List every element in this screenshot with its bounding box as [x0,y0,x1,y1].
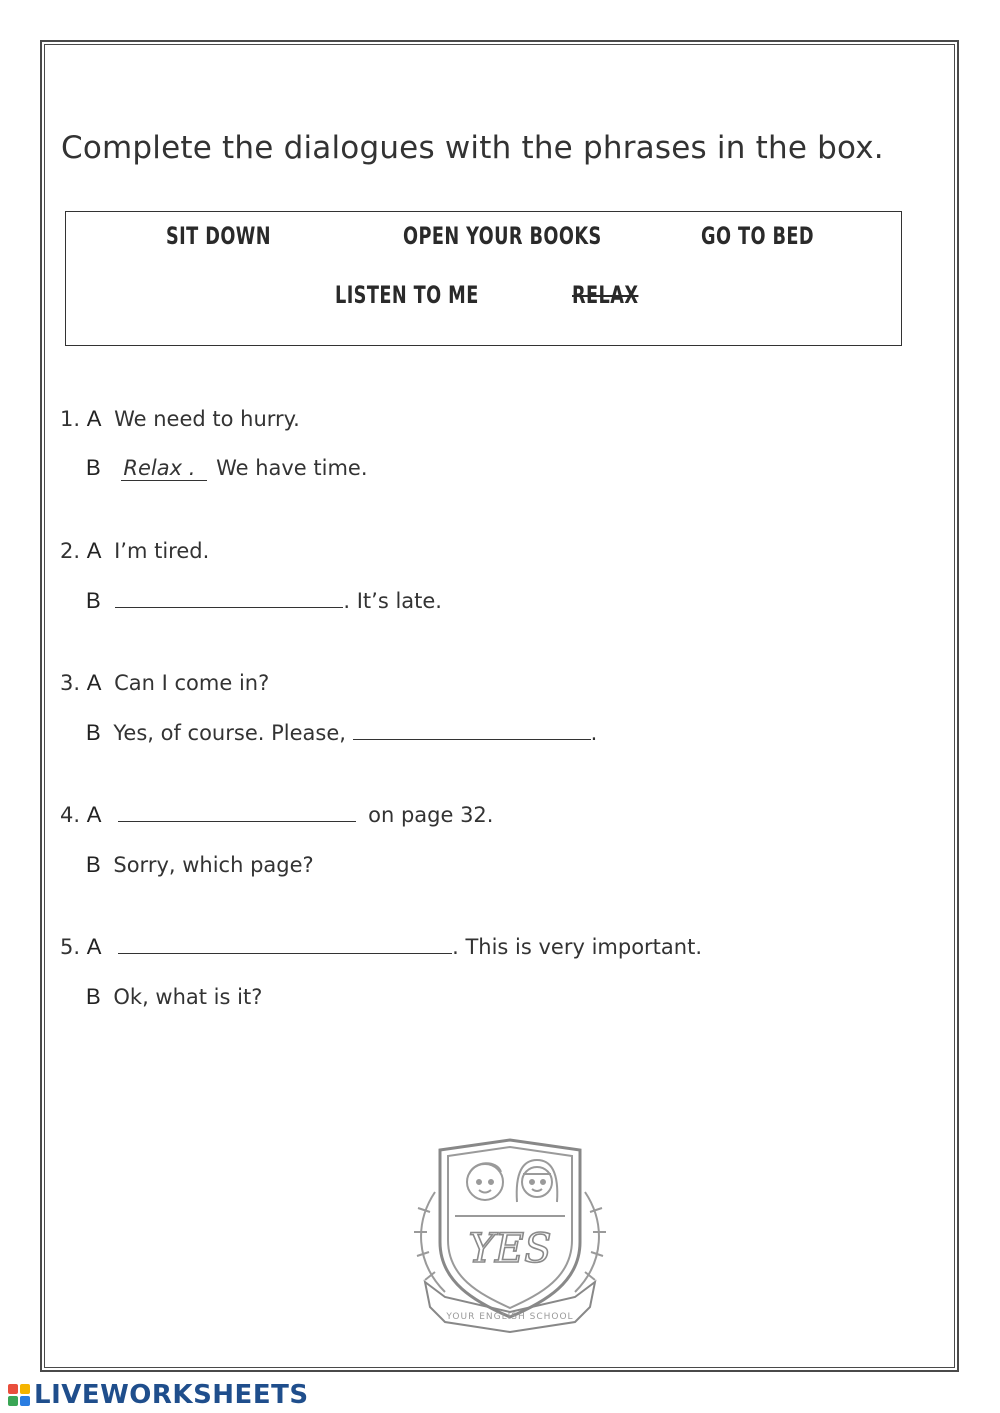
dialogue-text: We need to hurry. [114,407,300,431]
tile [20,1396,30,1406]
liveworksheets-tiles-icon [8,1384,30,1406]
phrase-go-to-bed: GO TO BED [701,222,815,250]
dialogue-text: I’m tired. [114,539,210,563]
speaker-a: A [86,802,102,827]
speaker-b: B [86,984,101,1009]
phrase-listen-to-me: LISTEN TO ME [335,281,479,309]
dialogue-1-line-a [60,406,300,432]
dialogue-text: . [590,721,598,745]
dialogue-text: Can I come in? [114,671,270,695]
phrase-sit-down: SIT DOWN [166,222,271,250]
dialogue-1-line-b [86,455,368,481]
logo-ribbon-text: YOUR ENGLISH SCHOOL [446,1312,574,1322]
dialogue-text: . It’s late. [343,589,442,613]
dialogue-2-line-b [86,588,442,614]
phrase-relax: RELAX [572,281,639,309]
dialogue-text: We have time. [216,456,368,480]
tile [20,1384,30,1394]
school-logo [405,1132,615,1337]
dialogue-text: Ok, what is it? [113,985,263,1009]
speaker-b: B [86,588,101,613]
answer-blank[interactable] [118,803,356,822]
answer-blank[interactable] [118,935,452,954]
tile [8,1384,18,1394]
dialogue-3-line-a [60,670,269,696]
dialogue-text: Yes, of course. Please, [113,721,353,745]
speaker-a: A [86,670,102,695]
dialogue-4-line-b [86,852,314,878]
dialogue-text: Sorry, which page? [113,853,314,877]
brand-name: LIVEWORKSHEETS [34,1380,309,1410]
speaker-b: B [86,720,101,745]
dialogue-number: 1. [60,407,81,431]
dialogue-5-line-a [60,934,702,960]
instruction-heading: Complete the dialogues with the phrases in the box. [61,130,884,166]
liveworksheets-logo[interactable] [8,1380,309,1410]
dialogue-number: 4. [60,803,81,827]
dialogue-number: 5. [60,935,81,959]
dialogue-2-line-a [60,538,209,564]
dialogue-5-line-b [86,984,262,1010]
tile [8,1396,18,1406]
dialogue-3-line-b [86,720,597,746]
answer-blank[interactable] [353,721,591,740]
speaker-b: B [86,852,101,877]
answer-blank[interactable] [115,589,343,608]
speaker-a: A [86,406,102,431]
speaker-a: A [86,538,102,563]
speaker-b: B [86,455,101,480]
dialogue-text: on page 32. [368,803,494,827]
dialogue-4-line-a [60,802,493,828]
logo-monogram: YES [468,1226,552,1272]
speaker-a: A [86,934,102,959]
answer-field[interactable]: Relax . [121,456,207,481]
dialogue-number: 2. [60,539,81,563]
dialogue-number: 3. [60,671,81,695]
phrase-open-your-books: OPEN YOUR BOOKS [403,222,602,250]
dialogue-text: . This is very important. [452,935,703,959]
word-box [65,211,902,346]
